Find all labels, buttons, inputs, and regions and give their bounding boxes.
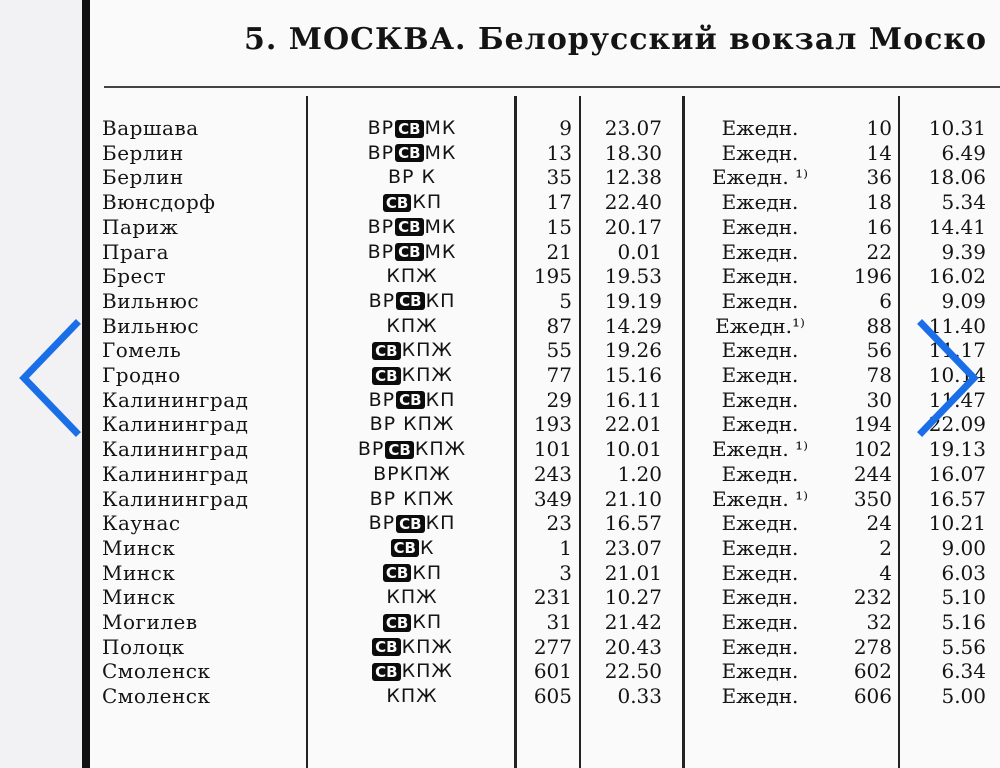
car-class-codes <box>312 314 512 338</box>
train-number-out: 31 <box>546 610 572 634</box>
arrival-time: 16.57 <box>928 486 986 511</box>
train-number-return: 350 <box>853 486 892 511</box>
train-number-return: 232 <box>853 585 892 610</box>
car-class-codes <box>312 116 512 140</box>
arrival-time: 11.40 <box>928 313 986 338</box>
arrival-time: 18.06 <box>928 165 986 190</box>
car-class-codes <box>312 536 512 560</box>
car-class-text: ВР КПЖ <box>369 487 455 510</box>
train-number-return: 36 <box>866 165 892 190</box>
destination-name: Калининград <box>102 387 249 412</box>
train-number-out: 55 <box>546 338 572 363</box>
car-class-text: МК <box>424 240 457 263</box>
train-number-out: 1 <box>559 535 572 560</box>
car-class-codes <box>312 610 512 634</box>
table-row <box>0 585 1000 609</box>
car-class-codes <box>312 190 512 214</box>
train-number-return: 16 <box>866 214 892 239</box>
arrival-time: 9.39 <box>941 239 986 264</box>
car-class-text: КПЖ <box>386 265 438 288</box>
table-row <box>0 338 1000 362</box>
arrival-time: 16.02 <box>928 264 986 289</box>
train-number-out: 243 <box>533 461 572 486</box>
car-class-codes <box>312 412 512 436</box>
frequency: Ежедн.¹⁾ <box>715 313 805 338</box>
table-row <box>0 536 1000 560</box>
train-number-return: 194 <box>853 412 892 437</box>
table-row <box>0 190 1000 214</box>
arrival-time: 5.34 <box>941 190 986 215</box>
train-number-out: 87 <box>546 313 572 338</box>
departure-time: 19.26 <box>604 338 662 363</box>
train-number-return: 18 <box>866 190 892 215</box>
train-number-return: 78 <box>866 363 892 387</box>
car-class-text: КП <box>412 561 443 584</box>
arrival-time: 19.13 <box>928 437 986 462</box>
frequency: Ежедн. <box>721 264 799 289</box>
departure-time: 23.07 <box>604 535 662 560</box>
car-class-codes <box>312 165 512 189</box>
sleeping-car-badge: СВ <box>372 367 400 385</box>
train-number-out: 349 <box>533 486 572 511</box>
car-class-text: КПЖ <box>401 364 453 386</box>
car-class-codes <box>312 240 512 264</box>
train-number-out: 21 <box>546 239 572 264</box>
destination-name: Вильнюс <box>102 288 200 313</box>
departure-time: 14.29 <box>604 313 662 338</box>
car-class-codes <box>312 659 512 683</box>
table-row <box>0 561 1000 585</box>
departure-time: 16.11 <box>604 387 662 412</box>
train-number-return: 244 <box>853 461 892 486</box>
train-number-out: 193 <box>533 412 572 437</box>
page-title: 5. МОСКВА. Белорусский вокзал Моско <box>244 22 988 57</box>
frequency: Ежедн. <box>721 363 799 387</box>
table-row <box>0 635 1000 659</box>
destination-name: Вюнсдорф <box>102 190 216 215</box>
destination-name: Вильнюс <box>102 313 200 338</box>
car-class-text: КПЖ <box>386 685 438 708</box>
train-number-out: 29 <box>546 387 572 412</box>
car-class-text: ВР <box>367 240 395 263</box>
arrival-time: 6.03 <box>941 560 986 585</box>
table-row <box>0 437 1000 461</box>
car-class-text: КП <box>425 512 456 535</box>
title-rule <box>104 86 1000 88</box>
car-class-text: ВР К <box>387 166 437 189</box>
sleeping-car-badge: СВ <box>383 194 411 212</box>
destination-name: Минск <box>102 535 176 560</box>
train-number-return: 196 <box>853 264 892 289</box>
train-number-out: 23 <box>546 511 572 536</box>
car-class-text: КП <box>412 611 443 633</box>
destination-name: Калининград <box>102 437 249 462</box>
destination-name: Берлин <box>102 165 184 190</box>
train-number-out: 77 <box>546 363 572 387</box>
table-row <box>0 412 1000 436</box>
departure-time: 18.30 <box>604 140 662 165</box>
destination-name: Каунас <box>102 511 181 536</box>
destination-name: Гродно <box>102 363 181 387</box>
arrival-time: 6.34 <box>941 659 986 684</box>
departure-time: 15.16 <box>604 363 662 387</box>
sleeping-car-badge: СВ <box>385 441 413 459</box>
train-number-out: 17 <box>546 190 572 215</box>
sleeping-car-badge: СВ <box>391 539 419 557</box>
arrival-time: 10.31 <box>928 116 986 140</box>
table-row <box>0 240 1000 264</box>
table-row <box>0 141 1000 165</box>
departure-time: 21.01 <box>604 560 662 585</box>
car-class-text: ВР <box>367 117 395 139</box>
arrival-time: 9.09 <box>941 288 986 313</box>
table-row <box>0 363 1000 387</box>
destination-name: Минск <box>102 585 176 610</box>
car-class-text: МК <box>424 215 457 238</box>
departure-time: 19.53 <box>604 264 662 289</box>
train-number-return: 602 <box>853 659 892 684</box>
destination-name: Брест <box>102 264 167 289</box>
car-class-text: КПЖ <box>401 635 453 658</box>
destination-name: Калининград <box>102 486 249 511</box>
train-number-out: 195 <box>533 264 572 289</box>
car-class-text: ВР <box>367 141 395 164</box>
train-number-out: 5 <box>559 288 572 313</box>
car-class-text: КПЖ <box>386 586 438 609</box>
frequency: Ежедн. <box>721 338 799 363</box>
train-number-return: 32 <box>866 610 892 634</box>
car-class-text: КПЖ <box>401 339 453 362</box>
car-class-text: ВР <box>368 512 396 535</box>
arrival-time: 10.14 <box>928 363 986 387</box>
table-row <box>0 462 1000 486</box>
frequency: Ежедн. <box>721 190 799 215</box>
car-class-codes <box>312 363 512 387</box>
train-number-out: 101 <box>533 437 572 462</box>
car-class-codes <box>312 561 512 585</box>
car-class-codes <box>312 635 512 659</box>
sleeping-car-badge: СВ <box>395 144 423 162</box>
table-row <box>0 165 1000 189</box>
arrival-time: 9.00 <box>941 535 986 560</box>
arrival-time: 5.56 <box>941 634 986 659</box>
train-number-return: 4 <box>879 560 892 585</box>
train-number-out: 35 <box>546 165 572 190</box>
chevron-left-icon[interactable] <box>12 318 82 438</box>
frequency: Ежедн. ¹⁾ <box>711 486 809 511</box>
departure-time: 20.43 <box>604 634 662 659</box>
frequency: Ежедн. <box>721 659 799 684</box>
departure-time: 22.50 <box>604 659 662 684</box>
departure-time: 10.01 <box>604 437 662 462</box>
destination-name: Прага <box>102 239 170 264</box>
sleeping-car-badge: СВ <box>395 243 423 261</box>
departure-time: 0.01 <box>617 239 662 264</box>
chevron-right-icon[interactable] <box>916 318 986 438</box>
car-class-text: КП <box>412 191 443 214</box>
frequency: Ежедн. <box>721 634 799 659</box>
train-number-return: 22 <box>866 239 892 264</box>
car-class-codes <box>312 487 512 511</box>
train-number-return: 30 <box>866 387 892 412</box>
car-class-codes <box>312 462 512 486</box>
destination-name: Полоцк <box>102 634 185 659</box>
car-class-codes <box>312 511 512 535</box>
train-number-out: 15 <box>546 214 572 239</box>
train-number-out: 277 <box>533 634 572 659</box>
table-row <box>0 264 1000 288</box>
car-class-codes <box>312 585 512 609</box>
train-number-return: 606 <box>853 684 892 709</box>
car-class-text: ВР <box>367 215 395 238</box>
train-number-return: 278 <box>853 634 892 659</box>
frequency: Ежедн. <box>721 214 799 239</box>
train-number-out: 9 <box>559 116 572 140</box>
frequency: Ежедн. <box>721 116 799 140</box>
train-number-out: 13 <box>546 140 572 165</box>
car-class-text: КПЖ <box>386 314 438 337</box>
arrival-time: 5.00 <box>941 684 986 709</box>
departure-time: 19.19 <box>604 288 662 313</box>
departure-time: 1.20 <box>617 461 662 486</box>
car-class-codes <box>312 141 512 165</box>
table-row <box>0 511 1000 535</box>
arrival-time: 16.07 <box>928 461 986 486</box>
frequency: Ежедн. <box>721 560 799 585</box>
car-class-text: ВР <box>368 388 396 411</box>
frequency: Ежедн. ¹⁾ <box>711 165 809 190</box>
arrival-time: 14.41 <box>928 214 986 239</box>
frequency: Ежедн. <box>721 511 799 536</box>
frequency: Ежедн. ¹⁾ <box>711 437 809 462</box>
frequency: Ежедн. <box>721 585 799 610</box>
departure-time: 22.40 <box>604 190 662 215</box>
car-class-codes <box>312 684 512 708</box>
car-class-codes <box>312 388 512 412</box>
sleeping-car-badge: СВ <box>383 614 411 632</box>
sleeping-car-badge: СВ <box>372 663 400 681</box>
arrival-time: 5.16 <box>941 610 986 634</box>
destination-name: Калининград <box>102 461 249 486</box>
sleeping-car-badge: СВ <box>383 564 411 582</box>
sleeping-car-badge: СВ <box>396 292 424 310</box>
departure-time: 12.38 <box>604 165 662 190</box>
car-class-text: ВР КПЖ <box>369 413 455 436</box>
sleeping-car-badge: СВ <box>372 342 400 360</box>
train-number-out: 601 <box>533 659 572 684</box>
destination-name: Варшава <box>102 116 199 140</box>
train-number-return: 102 <box>853 437 892 462</box>
destination-name: Смоленск <box>102 684 211 709</box>
frequency: Ежедн. <box>721 412 799 437</box>
car-class-text: КПЖ <box>414 438 467 461</box>
car-class-text: МК <box>424 141 457 164</box>
arrival-time: 5.10 <box>941 585 986 610</box>
arrival-time: 6.49 <box>941 140 986 165</box>
departure-time: 20.17 <box>604 214 662 239</box>
destination-name: Берлин <box>102 140 184 165</box>
arrival-time: 10.21 <box>928 511 986 536</box>
car-class-text: КПЖ <box>401 660 453 683</box>
train-number-out: 3 <box>559 560 572 585</box>
table-row <box>0 684 1000 708</box>
departure-time: 21.10 <box>604 486 662 511</box>
train-number-out: 605 <box>533 684 572 709</box>
sleeping-car-badge: СВ <box>396 391 424 409</box>
frequency: Ежедн. <box>721 140 799 165</box>
car-class-codes <box>312 215 512 239</box>
destination-name: Смоленск <box>102 659 211 684</box>
train-number-return: 14 <box>866 140 892 165</box>
table-row <box>0 215 1000 239</box>
table-row <box>0 659 1000 683</box>
departure-time: 23.07 <box>604 116 662 140</box>
sleeping-car-badge: СВ <box>372 638 400 656</box>
car-class-codes <box>312 437 512 461</box>
train-number-return: 10 <box>866 116 892 140</box>
arrival-time: 22.09 <box>928 412 986 437</box>
car-class-text: ВР <box>357 438 385 461</box>
arrival-time: 11.17 <box>928 338 986 363</box>
train-number-return: 2 <box>879 535 892 560</box>
departure-time: 16.57 <box>604 511 662 536</box>
car-class-text: КП <box>425 289 456 312</box>
table-row <box>0 116 1000 140</box>
departure-time: 22.01 <box>604 412 662 437</box>
train-number-out: 231 <box>533 585 572 610</box>
car-class-text: МК <box>424 117 457 139</box>
destination-name: Могилев <box>102 610 198 634</box>
departure-time: 10.27 <box>604 585 662 610</box>
sleeping-car-badge: СВ <box>396 515 424 533</box>
destination-name: Париж <box>102 214 179 239</box>
train-number-return: 24 <box>866 511 892 536</box>
train-number-return: 88 <box>866 313 892 338</box>
table-row <box>0 314 1000 338</box>
car-class-codes <box>312 338 512 362</box>
frequency: Ежедн. <box>721 610 799 634</box>
car-class-codes <box>312 289 512 313</box>
destination-name: Минск <box>102 560 176 585</box>
frequency: Ежедн. <box>721 535 799 560</box>
departure-time: 21.42 <box>604 610 662 634</box>
arrival-time: 11.47 <box>928 387 986 412</box>
sleeping-car-badge: СВ <box>395 218 423 236</box>
train-number-return: 6 <box>879 288 892 313</box>
table-row <box>0 388 1000 412</box>
car-class-text: ВР <box>368 289 396 312</box>
sleeping-car-badge: СВ <box>395 120 423 138</box>
car-class-text: ВРКПЖ <box>373 462 451 485</box>
frequency: Ежедн. <box>721 239 799 264</box>
destination-name: Калининград <box>102 412 249 437</box>
car-class-codes <box>312 264 512 288</box>
table-row <box>0 610 1000 634</box>
table-row <box>0 289 1000 313</box>
frequency: Ежедн. <box>721 461 799 486</box>
table-row <box>0 487 1000 511</box>
frequency: Ежедн. <box>721 684 799 709</box>
departure-time: 0.33 <box>617 684 662 709</box>
destination-name: Гомель <box>102 338 182 363</box>
train-number-return: 56 <box>866 338 892 363</box>
car-class-text: К <box>419 536 435 559</box>
frequency: Ежедн. <box>721 387 799 412</box>
car-class-text: КП <box>425 388 456 411</box>
frequency: Ежедн. <box>721 288 799 313</box>
